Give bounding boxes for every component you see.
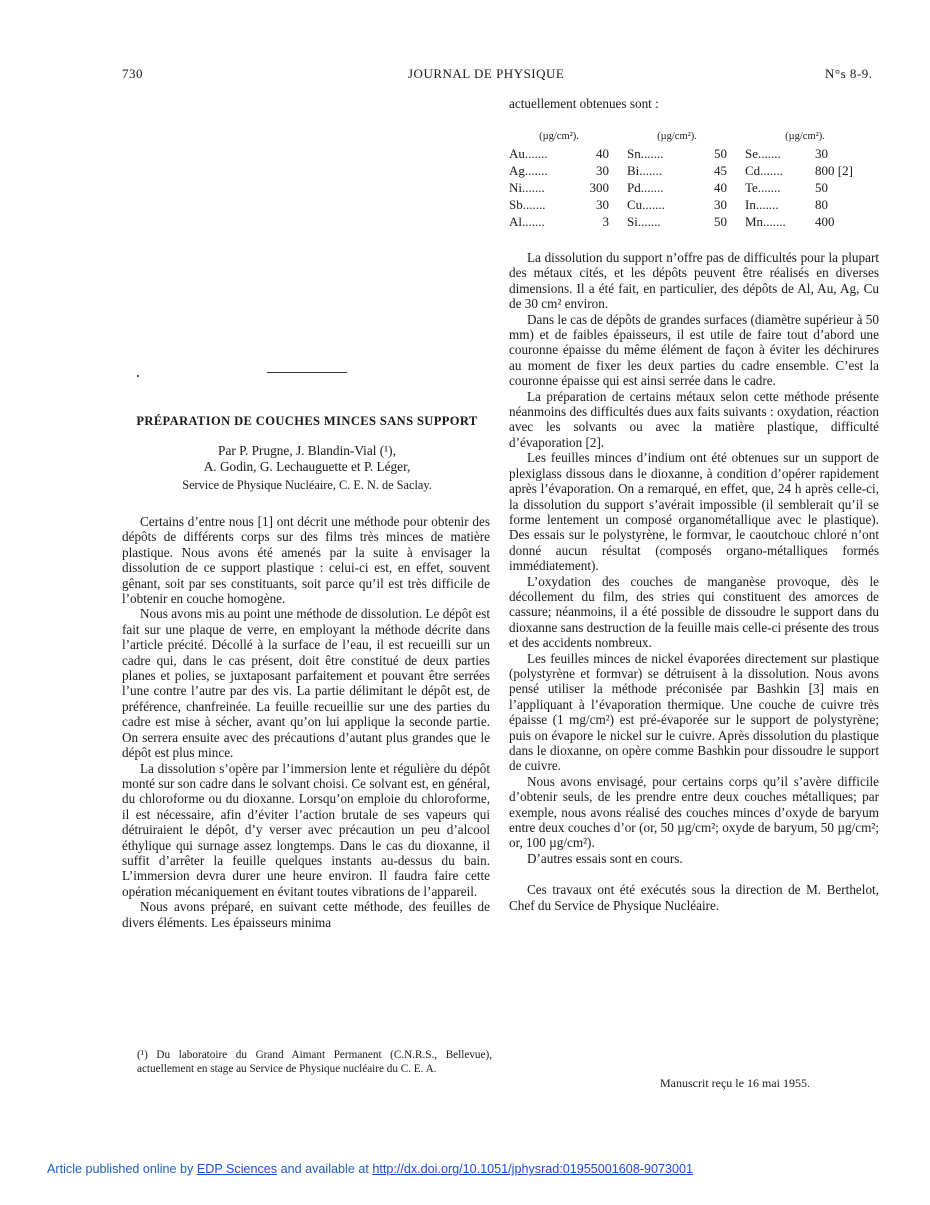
speck: [137, 375, 139, 377]
thickness-value: 30: [714, 196, 727, 212]
unit-label: (µg/cm²).: [785, 131, 825, 142]
intro-text: actuellement obtenues sont :: [509, 96, 659, 111]
element-symbol: Bi.......: [627, 162, 663, 178]
paragraph: La dissolution s’opère par l’immersion lente et régulière du dépôt monté sur son cadre dans le solvant choisi. Ce solvant est, en général, du chloroforme ou du dioxanne. Lorsqu’on emploie du chloroforme, il est nécessaire, afin d’éviter l’action brutale de ses vapeurs qui détruiraient le dépôt, d’y verser avec précaution un peu d’alcool éthylique qui surnage assez longtemps. Dans le cas du dioxanne, il suffit d’arrêter la feuille quelques instants au-dessus du bain. L’immersion devra durer une heure environ. Il faudra faire cette opération mécaniquement en évitant toutes vibrations de l’appareil.: [122, 760, 490, 899]
element-symbol: Au.......: [509, 145, 548, 161]
authors-line-1: [122, 443, 492, 459]
unit-row: [509, 128, 865, 145]
publisher-middle: and available at: [277, 1162, 373, 1176]
paragraph: Les feuilles minces d’indium ont été obtenues sur un support de plexiglass dissous dans le dioxanne, à condition d’opérer rapidement après l’évaporation. On a remarqué, en effet, que, 24 h après celle-ci, la dissolution du support s’avérait impossible (il semblerait qu’il se forme lentement un composé organométallique avec le plastique). Des essais sur le polystyrène, le formvar, le caoutchouc chloré n’ont donné aucun résultat (composés organo-métalliques formés immédiatement).: [509, 450, 879, 574]
issue-number: N°s 8-9.: [825, 66, 873, 81]
thickness-value: 50: [714, 213, 727, 229]
affiliation: [122, 477, 492, 493]
thickness-value: 40: [714, 179, 727, 195]
thickness-value: 50: [714, 145, 727, 161]
right-column-intro: [509, 96, 879, 111]
table-row: [509, 162, 865, 179]
paragraph: La dissolution du support n’offre pas de difficultés pour la plupart des métaux cités, et les dépôts peuvent être réalisés en diverses dimensions. Il a été fait, en particulier, des dépôts de Al, Au, Ag, Cu de 30 cm² environ.: [509, 250, 879, 312]
publisher-note: [47, 1162, 693, 1176]
table-row: [509, 145, 865, 162]
authors-text: Par P. Prugne, J. Blandin-Vial (¹),: [218, 443, 396, 458]
thickness-value: 80: [815, 196, 828, 212]
page-number: 730: [122, 66, 143, 81]
paragraph: Nous avons préparé, en suivant cette méthode, des feuilles de divers éléments. Les épaisseurs minima: [122, 899, 490, 930]
thickness-value: 30: [596, 196, 609, 212]
element-symbol: Si.......: [627, 213, 661, 229]
doi-link[interactable]: http://dx.doi.org/10.1051/jphysrad:01955001608-9073001: [372, 1162, 694, 1176]
thickness-value: 300: [589, 179, 609, 195]
thickness-value: 50: [815, 179, 828, 195]
paragraph: Nous avons mis au point une méthode de dissolution. Le dépôt est fait sur une plaque de verre, en employant la méthode décrite dans l’article précité. Décollé à la surface de l’eau, il est recueilli sur un cadre qui, dans le cas présent, doit être constitué de deux parties planes et polies, se juxtaposant parfaitement et pouvant être serrées l’une contre l’autre par des vis. La partie délimitant le dépôt est, de préférence, chanfreinée. La feuille recueillie sur une des parties du cadre est mise à sécher, avant qu’on lui applique la seconde partie. On serrera ensuite avec des précautions d’autant plus grandes que le dépôt est plus mince.: [122, 606, 490, 761]
thickness-value: 800 [2]: [815, 162, 853, 178]
received-date: Manuscrit reçu le 16 mai 1955.: [660, 1076, 810, 1090]
paragraph: Certains d’entre nous [1] ont décrit une méthode pour obtenir des dépôts de différents corps sur des films très minces de matière plastique. Nous avons été amenés par la suite à envisager la dissolution de ce support plastique : celui-ci est, en effet, souvent gênant, soit par ses constituants, soit parce qu’il est très difficile de l’obtenir en couche homogène.: [122, 514, 490, 607]
thickness-value: 3: [602, 213, 609, 229]
affiliation-text: Service de Physique Nucléaire, C. E. N. de Saclay.: [182, 478, 432, 492]
authors-line-2: [122, 459, 492, 475]
section-separator: [267, 372, 347, 373]
element-symbol: Pd.......: [627, 179, 664, 195]
table-row: [509, 179, 865, 196]
element-symbol: Cd.......: [745, 162, 783, 178]
thickness-value: 30: [596, 162, 609, 178]
thickness-value: 45: [714, 162, 727, 178]
thickness-value: 40: [596, 145, 609, 161]
element-symbol: In.......: [745, 196, 779, 212]
element-symbol: Cu.......: [627, 196, 665, 212]
table-row: [509, 213, 865, 230]
thickness-table: [509, 128, 865, 230]
authors-text: A. Godin, G. Lechauguette et P. Léger,: [203, 459, 411, 474]
acknowledgement: Ces travaux ont été exécutés sous la direction de M. Berthelot, Chef du Service de Physique Nucléaire.: [509, 882, 879, 913]
element-symbol: Al.......: [509, 213, 545, 229]
element-symbol: Ag.......: [509, 162, 548, 178]
element-symbol: Mn.......: [745, 213, 786, 229]
journal-title: JOURNAL DE PHYSIQUE: [408, 66, 565, 81]
paragraph: Nous avons envisagé, pour certains corps qu’il s’avère difficile d’obtenir seuls, de les prendre entre deux couches métalliques; par exemple, nous avons réalisé des couches minces d’oxyde de baryum entre deux couches d’or (or, 50 µg/cm²; oxyde de baryum, 50 µg/cm²; or, 100 µg/cm²).: [509, 773, 879, 851]
thickness-value: 30: [815, 145, 828, 161]
footnote: (¹) Du laboratoire du Grand Aimant Permanent (C.N.R.S., Bellevue), actuellement en stage au Service de Physique nucléaire du C. E. A.: [137, 1049, 492, 1075]
thickness-value: 400: [815, 213, 835, 229]
element-symbol: Ni.......: [509, 179, 545, 195]
paragraph: La préparation de certains métaux selon cette méthode présente néanmoins des difficultés dues aux faits suivants : oxydation, réaction avec les solvants ou avec la matière plastique, difficulté d’évaporation [2].: [509, 388, 879, 450]
element-symbol: Te.......: [745, 179, 781, 195]
table-row: [509, 196, 865, 213]
unit-label: (µg/cm²).: [539, 131, 579, 142]
element-symbol: Sb.......: [509, 196, 546, 212]
right-column: [509, 250, 879, 913]
left-column: [122, 514, 490, 930]
element-symbol: Se.......: [745, 145, 781, 161]
paragraph: Les feuilles minces de nickel évaporées directement sur plastique (polystyrène et formvar) se détruisent à la dissolution. Nous avons pensé utiliser la méthode préconisée par Bashkin [3] mais en l’appliquant à l’évaporation thermique. Une couche de cuivre très épaisse (1 mg/cm²) est pré-évaporée sur le support de polystyrène; puis on évapore le nickel sur le cuivre. Après dissolution du plastique dans le dioxanne, on opère comme Bashkin pour dissoudre le support de cuivre.: [509, 650, 879, 774]
paragraph: Dans le cas de dépôts de grandes surfaces (diamètre supérieur à 50 mm) et de faibles épaisseurs, il est utile de faire tout d’abord une couronne épaisse du même élément de façon à éviter les déchirures au moment de fixer les deux parties du cadre ensemble. C’est la couronne épaisse qui est ainsi serrée dans le cadre.: [509, 311, 879, 389]
publisher-prefix: Article published online by: [47, 1162, 197, 1176]
publisher-link[interactable]: EDP Sciences: [196, 1162, 278, 1176]
article-title: PRÉPARATION DE COUCHES MINCES SANS SUPPORT: [136, 414, 478, 428]
element-symbol: Sn.......: [627, 145, 664, 161]
paragraph: L’oxydation des couches de manganèse provoque, dès le décollement du film, des stries qui constituent des amorces de cassure; néanmoins, il a été possible de dissoudre le support dans du dioxanne sans destruction de la feuille mais celle-ci présente des trous et des accidents nombreux.: [509, 573, 879, 651]
unit-label: (µg/cm²).: [657, 131, 697, 142]
paragraph: D’autres essais sont en cours.: [527, 850, 683, 866]
